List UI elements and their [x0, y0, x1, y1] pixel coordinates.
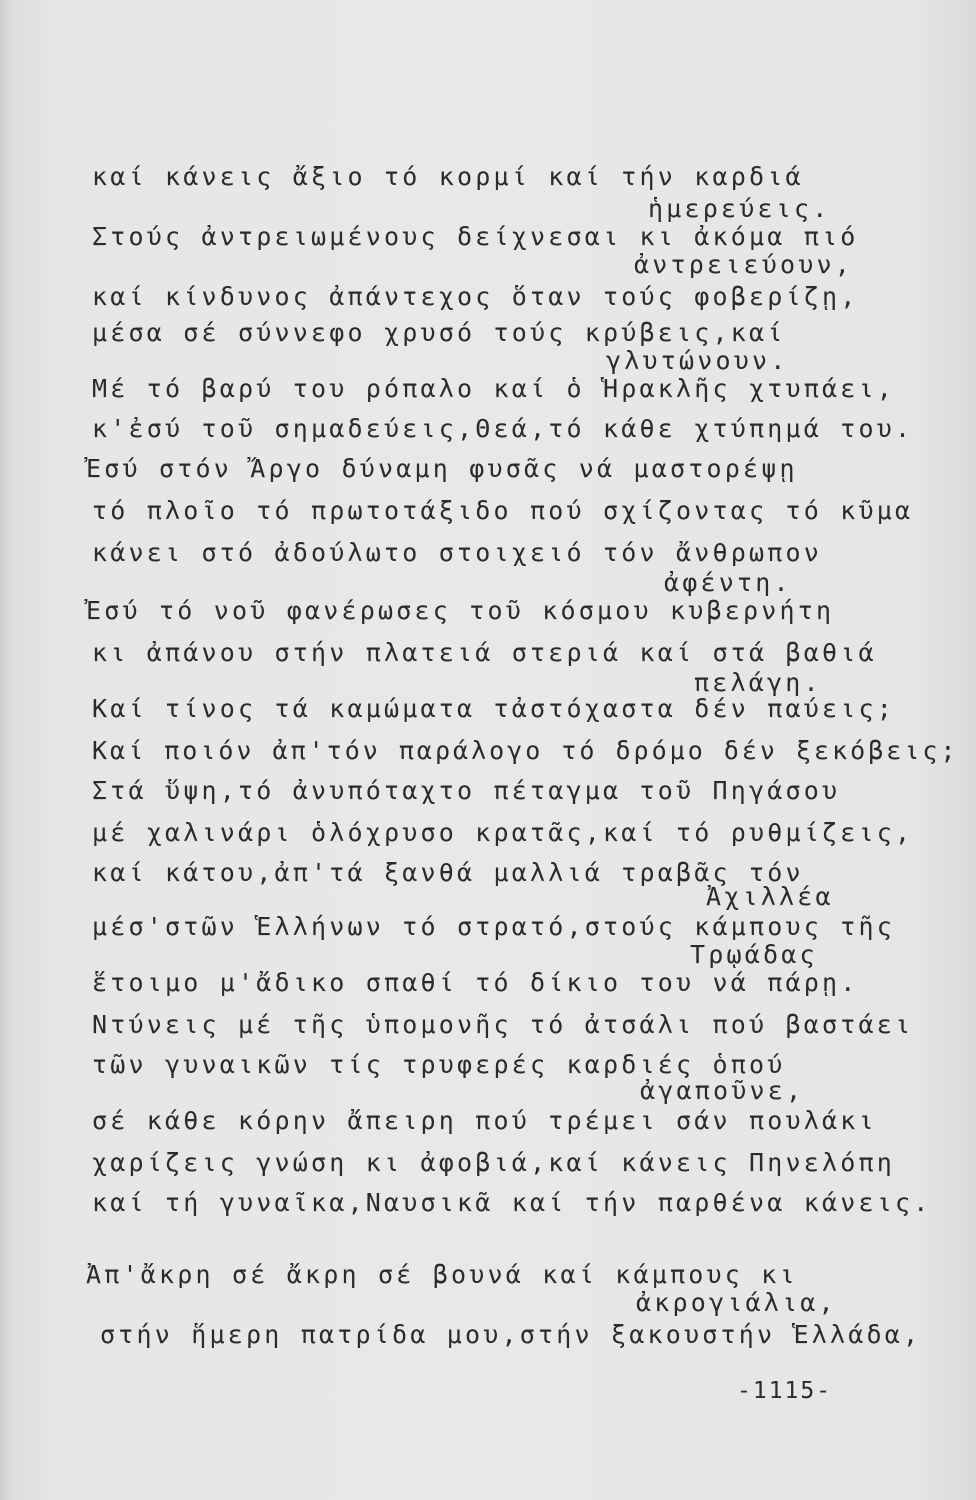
page-number: -1115- [737, 1378, 833, 1404]
poem-line: Ντύνεις μέ τῆς ὑπομονῆς τό ἀτσάλι πού βαστάει [92, 1010, 914, 1039]
poem-line: στήν ἥμερη πατρίδα μου,στήν ξακουστήν Ἑλλάδα, [100, 1320, 922, 1349]
poem-line: τό πλοῖο τό πρωτοτάξιδο πού σχίζοντας τό κῦμα [92, 496, 914, 525]
poem-line: Ἀπ'ἄκρη σέ ἄκρη σέ βουνά καί κάμπους κι [86, 1260, 798, 1289]
poem-line: Καί ποιόν ἀπ'τόν παράλογο τό δρόμο δέν ξεκόβεις; [92, 736, 959, 765]
page-edge-shadow [0, 0, 14, 1500]
poem-line: τῶν γυναικῶν τίς τρυφερές καρδιές ὁπού [92, 1050, 786, 1079]
poem-line: Ἐσύ τό νοῦ φανέρωσες τοῦ κόσμου κυβερνήτη [86, 596, 835, 625]
poem-line: χαρίζεις γνώση κι ἀφοβιά,καί κάνεις Πηνελόπη [92, 1148, 896, 1177]
poem-line: μέ χαλινάρι ὁλόχρυσο κρατᾶς,καί τό ρυθμίζεις, [92, 818, 914, 847]
poem-line: ἀντρειεύουν, [634, 250, 854, 279]
poem-line: κι ἀπάνου στήν πλατειά στεριά καί στά βαθιά [92, 638, 877, 667]
poem-line: γλυτώνουν. [606, 346, 789, 375]
poem-line: Ἐσύ στόν Ἄργο δύναμη φυσᾶς νά μαστορέψῃ [86, 454, 798, 483]
poem-line: καί κίνδυνος ἀπάντεχος ὅταν τούς φοβερίζῃ, [92, 282, 859, 311]
poem-line: καί κάνεις ἄξιο τό κορμί καί τήν καρδιά [92, 162, 804, 191]
poem-line: καί τή γυναῖκα,Ναυσικᾶ καί τήν παρθένα κάνεις. [92, 1188, 932, 1217]
poem-line: καί κάτου,ἀπ'τά ξανθά μαλλιά τραβᾶς τόν [92, 858, 804, 887]
poem-line: Στά ὕψη,τό ἀνυπόταχτο πέταγμα τοῦ Πηγάσου [92, 776, 841, 805]
poem-line: Τρῳάδας [690, 940, 818, 969]
poem-line: ἀφέντη. [664, 568, 792, 597]
poem-line: Μέ τό βαρύ του ρόπαλο καί ὁ Ἡρακλῆς χτυπάει, [92, 374, 896, 403]
poem-line: σέ κάθε κόρην ἄπειρη πού τρέμει σάν πουλάκι [92, 1106, 877, 1135]
poem-line: Καί τίνος τά καμώματα τἀστόχαστα δέν παύεις; [92, 694, 896, 723]
poem-line: Στούς ἀντρειωμένους δείχνεσαι κι ἀκόμα πιό [92, 222, 859, 251]
poem-line: Ἀχιλλέα [706, 882, 834, 911]
poem-line: ἀκρογιάλια, [636, 1288, 837, 1317]
poem-line: μέσα σέ σύννεφο χρυσό τούς κρύβεις,καί [92, 318, 786, 347]
poem-line: μέσ'στῶν Ἑλλήνων τό στρατό,στούς κάμπους τῆς [92, 912, 896, 941]
poem-line: πελάγη. [694, 668, 822, 697]
poem-line: ἡμερεύεις. [648, 194, 831, 223]
poem-line: κάνει στό ἀδούλωτο στοιχειό τόν ἄνθρωπον [92, 538, 823, 567]
poem-line: κ'ἐσύ τοῦ σημαδεύεις,Θεά,τό κάθε χτύπημά του. [92, 414, 914, 443]
poem-line: ἕτοιμο μ'ἄδικο σπαθί τό δίκιο του νά πάρῃ. [92, 968, 859, 997]
poem-line: ἀγαποῦνε, [640, 1076, 805, 1105]
